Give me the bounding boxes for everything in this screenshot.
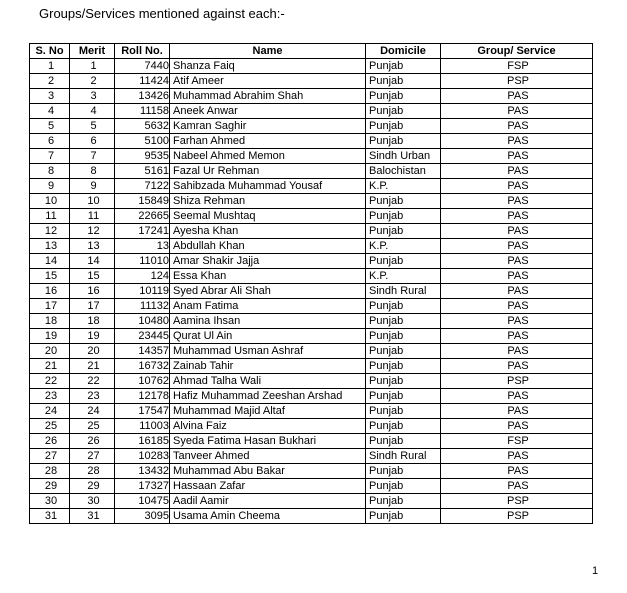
group-service-cell: PAS — [441, 239, 593, 254]
roll-no-cell: 11003 — [115, 419, 170, 434]
domicile-cell: Punjab — [366, 404, 441, 419]
s-no-cell: 31 — [30, 509, 70, 524]
domicile-cell: Punjab — [366, 494, 441, 509]
domicile-cell: Punjab — [366, 89, 441, 104]
s-no-cell: 29 — [30, 479, 70, 494]
name-cell: Aadil Aamir — [170, 494, 366, 509]
header-merit: Merit — [70, 44, 115, 59]
s-no-cell: 21 — [30, 359, 70, 374]
s-no-cell: 11 — [30, 209, 70, 224]
name-cell: Hafiz Muhammad Zeeshan Arshad — [170, 389, 366, 404]
merit-cell: 10 — [70, 194, 115, 209]
merit-cell: 15 — [70, 269, 115, 284]
domicile-cell: Punjab — [366, 299, 441, 314]
merit-cell: 25 — [70, 419, 115, 434]
roll-no-cell: 22665 — [115, 209, 170, 224]
domicile-cell: Sindh Rural — [366, 284, 441, 299]
domicile-cell: Sindh Urban — [366, 149, 441, 164]
group-service-cell: PAS — [441, 224, 593, 239]
name-cell: Zainab Tahir — [170, 359, 366, 374]
group-service-cell: PSP — [441, 509, 593, 524]
s-no-cell: 24 — [30, 404, 70, 419]
roll-no-cell: 9535 — [115, 149, 170, 164]
merit-cell: 24 — [70, 404, 115, 419]
s-no-cell: 18 — [30, 314, 70, 329]
table-row — [30, 194, 593, 209]
table-row — [30, 179, 593, 194]
group-service-cell: PAS — [441, 284, 593, 299]
group-service-cell: PAS — [441, 164, 593, 179]
group-service-cell: FSP — [441, 434, 593, 449]
roll-no-cell: 11132 — [115, 299, 170, 314]
group-service-cell: PAS — [441, 314, 593, 329]
domicile-cell: Punjab — [366, 359, 441, 374]
merit-cell: 6 — [70, 134, 115, 149]
roll-no-cell: 10119 — [115, 284, 170, 299]
name-cell: Ahmad Talha Wali — [170, 374, 366, 389]
domicile-cell: Punjab — [366, 254, 441, 269]
table-row — [30, 59, 593, 74]
merit-cell: 29 — [70, 479, 115, 494]
name-cell: Farhan Ahmed — [170, 134, 366, 149]
table-row — [30, 284, 593, 299]
roll-no-cell: 7440 — [115, 59, 170, 74]
domicile-cell: Balochistan — [366, 164, 441, 179]
group-service-cell: PAS — [441, 209, 593, 224]
s-no-cell: 8 — [30, 164, 70, 179]
merit-cell: 11 — [70, 209, 115, 224]
domicile-cell: K.P. — [366, 269, 441, 284]
name-cell: Atif Ameer — [170, 74, 366, 89]
table-row — [30, 104, 593, 119]
merit-cell: 1 — [70, 59, 115, 74]
name-cell: Qurat Ul Ain — [170, 329, 366, 344]
table-header-row — [30, 44, 593, 59]
domicile-cell: Punjab — [366, 59, 441, 74]
domicile-cell: Sindh Rural — [366, 449, 441, 464]
table-row — [30, 404, 593, 419]
name-cell: Muhammad Abu Bakar — [170, 464, 366, 479]
roll-no-cell: 17547 — [115, 404, 170, 419]
table-row — [30, 419, 593, 434]
name-cell: Amar Shakir Jajja — [170, 254, 366, 269]
table-row — [30, 269, 593, 284]
name-cell: Alvina Faiz — [170, 419, 366, 434]
domicile-cell: Punjab — [366, 194, 441, 209]
group-service-cell: PAS — [441, 329, 593, 344]
group-service-cell: PAS — [441, 134, 593, 149]
domicile-cell: Punjab — [366, 134, 441, 149]
group-service-cell: PAS — [441, 389, 593, 404]
table-row — [30, 434, 593, 449]
domicile-cell: K.P. — [366, 239, 441, 254]
roll-no-cell: 5632 — [115, 119, 170, 134]
merit-cell: 5 — [70, 119, 115, 134]
table-row — [30, 239, 593, 254]
merit-cell: 7 — [70, 149, 115, 164]
domicile-cell: Punjab — [366, 434, 441, 449]
merit-cell: 16 — [70, 284, 115, 299]
s-no-cell: 16 — [30, 284, 70, 299]
s-no-cell: 27 — [30, 449, 70, 464]
table-row — [30, 299, 593, 314]
s-no-cell: 4 — [30, 104, 70, 119]
s-no-cell: 22 — [30, 374, 70, 389]
domicile-cell: K.P. — [366, 179, 441, 194]
table-row — [30, 224, 593, 239]
table-row — [30, 149, 593, 164]
domicile-cell: Punjab — [366, 329, 441, 344]
group-service-cell: PAS — [441, 479, 593, 494]
merit-cell: 13 — [70, 239, 115, 254]
table-row — [30, 344, 593, 359]
s-no-cell: 25 — [30, 419, 70, 434]
merit-cell: 26 — [70, 434, 115, 449]
table-row — [30, 449, 593, 464]
domicile-cell: Punjab — [366, 119, 441, 134]
table-row — [30, 494, 593, 509]
s-no-cell: 1 — [30, 59, 70, 74]
merit-cell: 23 — [70, 389, 115, 404]
merit-cell: 27 — [70, 449, 115, 464]
group-service-cell: PAS — [441, 404, 593, 419]
merit-cell: 28 — [70, 464, 115, 479]
domicile-cell: Punjab — [366, 224, 441, 239]
header-group-service: Group/ Service — [441, 44, 593, 59]
domicile-cell: Punjab — [366, 509, 441, 524]
domicile-cell: Punjab — [366, 74, 441, 89]
name-cell: Hassaan Zafar — [170, 479, 366, 494]
s-no-cell: 17 — [30, 299, 70, 314]
name-cell: Tanveer Ahmed — [170, 449, 366, 464]
table-row — [30, 89, 593, 104]
table-body — [30, 59, 593, 524]
group-service-cell: PAS — [441, 269, 593, 284]
merit-cell: 31 — [70, 509, 115, 524]
name-cell: Abdullah Khan — [170, 239, 366, 254]
group-service-cell: PAS — [441, 464, 593, 479]
roll-no-cell: 11158 — [115, 104, 170, 119]
roll-no-cell: 16732 — [115, 359, 170, 374]
s-no-cell: 13 — [30, 239, 70, 254]
group-service-cell: PAS — [441, 89, 593, 104]
group-service-cell: PAS — [441, 299, 593, 314]
s-no-cell: 14 — [30, 254, 70, 269]
s-no-cell: 6 — [30, 134, 70, 149]
table-row — [30, 374, 593, 389]
roll-no-cell: 14357 — [115, 344, 170, 359]
name-cell: Muhammad Usman Ashraf — [170, 344, 366, 359]
merit-cell: 21 — [70, 359, 115, 374]
s-no-cell: 23 — [30, 389, 70, 404]
group-service-cell: PAS — [441, 194, 593, 209]
table-row — [30, 389, 593, 404]
s-no-cell: 26 — [30, 434, 70, 449]
roll-no-cell: 124 — [115, 269, 170, 284]
merit-cell: 17 — [70, 299, 115, 314]
group-service-cell: PSP — [441, 74, 593, 89]
group-service-cell: PAS — [441, 449, 593, 464]
table-row — [30, 209, 593, 224]
roll-no-cell: 13 — [115, 239, 170, 254]
name-cell: Syeda Fatima Hasan Bukhari — [170, 434, 366, 449]
roll-no-cell: 3095 — [115, 509, 170, 524]
roll-no-cell: 12178 — [115, 389, 170, 404]
name-cell: Aneek Anwar — [170, 104, 366, 119]
roll-no-cell: 10475 — [115, 494, 170, 509]
roll-no-cell: 17241 — [115, 224, 170, 239]
merit-cell: 20 — [70, 344, 115, 359]
name-cell: Anam Fatima — [170, 299, 366, 314]
name-cell: Usama Amin Cheema — [170, 509, 366, 524]
group-service-cell: PSP — [441, 494, 593, 509]
domicile-cell: Punjab — [366, 389, 441, 404]
name-cell: Fazal Ur Rehman — [170, 164, 366, 179]
name-cell: Essa Khan — [170, 269, 366, 284]
group-service-cell: PAS — [441, 254, 593, 269]
merit-cell: 8 — [70, 164, 115, 179]
table-row — [30, 119, 593, 134]
roll-no-cell: 13432 — [115, 464, 170, 479]
name-cell: Muhammad Majid Altaf — [170, 404, 366, 419]
group-service-cell: PAS — [441, 344, 593, 359]
domicile-cell: Punjab — [366, 464, 441, 479]
s-no-cell: 19 — [30, 329, 70, 344]
s-no-cell: 30 — [30, 494, 70, 509]
merit-cell: 12 — [70, 224, 115, 239]
results-table — [29, 43, 593, 524]
group-service-cell: FSP — [441, 59, 593, 74]
name-cell: Nabeel Ahmed Memon — [170, 149, 366, 164]
roll-no-cell: 13426 — [115, 89, 170, 104]
merit-cell: 2 — [70, 74, 115, 89]
roll-no-cell: 5100 — [115, 134, 170, 149]
name-cell: Shanza Faiq — [170, 59, 366, 74]
merit-cell: 9 — [70, 179, 115, 194]
name-cell: Kamran Saghir — [170, 119, 366, 134]
s-no-cell: 12 — [30, 224, 70, 239]
s-no-cell: 2 — [30, 74, 70, 89]
s-no-cell: 9 — [30, 179, 70, 194]
header-roll-no: Roll No. — [115, 44, 170, 59]
roll-no-cell: 17327 — [115, 479, 170, 494]
domicile-cell: Punjab — [366, 314, 441, 329]
s-no-cell: 7 — [30, 149, 70, 164]
s-no-cell: 5 — [30, 119, 70, 134]
s-no-cell: 28 — [30, 464, 70, 479]
domicile-cell: Punjab — [366, 209, 441, 224]
merit-cell: 19 — [70, 329, 115, 344]
roll-no-cell: 15849 — [115, 194, 170, 209]
domicile-cell: Punjab — [366, 344, 441, 359]
merit-cell: 3 — [70, 89, 115, 104]
table-row — [30, 164, 593, 179]
roll-no-cell: 10480 — [115, 314, 170, 329]
s-no-cell: 10 — [30, 194, 70, 209]
name-cell: Shiza Rehman — [170, 194, 366, 209]
roll-no-cell: 5161 — [115, 164, 170, 179]
group-service-cell: PAS — [441, 179, 593, 194]
merit-cell: 22 — [70, 374, 115, 389]
table-row — [30, 509, 593, 524]
name-cell: Seemal Mushtaq — [170, 209, 366, 224]
domicile-cell: Punjab — [366, 104, 441, 119]
table-row — [30, 464, 593, 479]
group-service-cell: PSP — [441, 374, 593, 389]
merit-cell: 4 — [70, 104, 115, 119]
s-no-cell: 15 — [30, 269, 70, 284]
merit-cell: 30 — [70, 494, 115, 509]
group-service-cell: PAS — [441, 104, 593, 119]
domicile-cell: Punjab — [366, 374, 441, 389]
page-number: 1 — [592, 565, 599, 577]
name-cell: Aamina Ihsan — [170, 314, 366, 329]
group-service-cell: PAS — [441, 359, 593, 374]
table-row — [30, 329, 593, 344]
table-row — [30, 359, 593, 374]
header-domicile: Domicile — [366, 44, 441, 59]
header-s-no: S. No — [30, 44, 70, 59]
page-heading: Groups/Services mentioned against each:- — [39, 6, 285, 21]
merit-cell: 18 — [70, 314, 115, 329]
roll-no-cell: 10762 — [115, 374, 170, 389]
name-cell: Muhammad Abrahim Shah — [170, 89, 366, 104]
roll-no-cell: 16185 — [115, 434, 170, 449]
table-row — [30, 479, 593, 494]
name-cell: Ayesha Khan — [170, 224, 366, 239]
merit-cell: 14 — [70, 254, 115, 269]
table-row — [30, 134, 593, 149]
s-no-cell: 20 — [30, 344, 70, 359]
name-cell: Sahibzada Muhammad Yousaf — [170, 179, 366, 194]
group-service-cell: PAS — [441, 119, 593, 134]
roll-no-cell: 11424 — [115, 74, 170, 89]
roll-no-cell: 23445 — [115, 329, 170, 344]
name-cell: Syed Abrar Ali Shah — [170, 284, 366, 299]
domicile-cell: Punjab — [366, 419, 441, 434]
table-row — [30, 74, 593, 89]
roll-no-cell: 10283 — [115, 449, 170, 464]
header-name: Name — [170, 44, 366, 59]
roll-no-cell: 7122 — [115, 179, 170, 194]
group-service-cell: PAS — [441, 419, 593, 434]
group-service-cell: PAS — [441, 149, 593, 164]
s-no-cell: 3 — [30, 89, 70, 104]
table-row — [30, 254, 593, 269]
roll-no-cell: 11010 — [115, 254, 170, 269]
table-row — [30, 314, 593, 329]
domicile-cell: Punjab — [366, 479, 441, 494]
